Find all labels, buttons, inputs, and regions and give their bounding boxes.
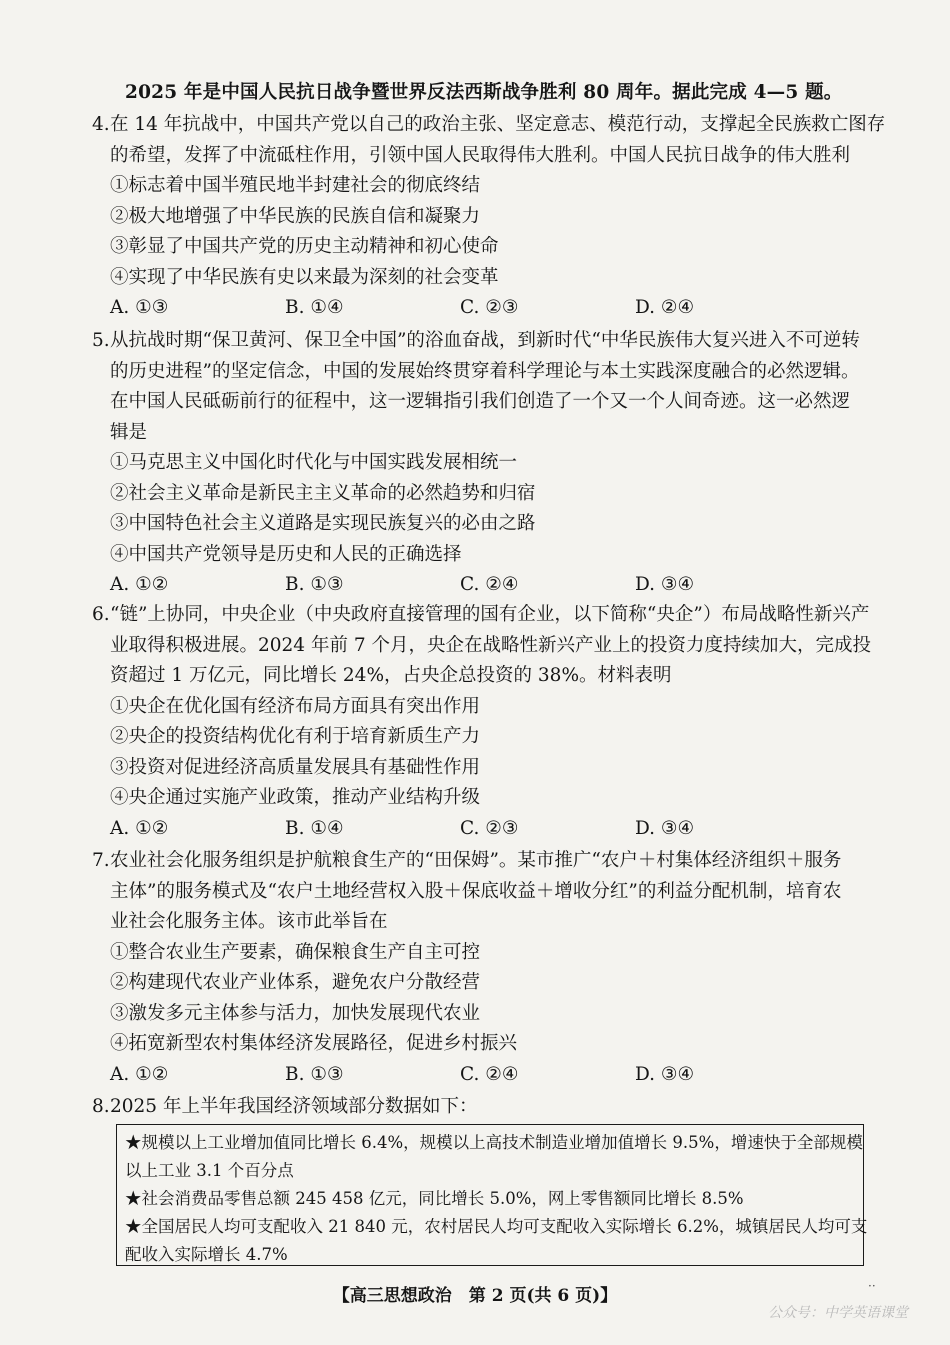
question-stem: 6.“链”上协同，中央企业（中央政府直接管理的国有企业，以下简称“央企”）布局战略性新兴产 业取得积极进展。2024 年前 7 个月，央企在战略性新兴产业上的投资力度持续加大，完成投 资超过 1 万亿元，同比增长 24%，占央企总投资的 38%。材料表明 — [92, 600, 892, 692]
choice-b: B. ①④ — [285, 297, 344, 318]
statement-option: ④中国共产党领导是历史和人民的正确选择 — [110, 543, 462, 565]
statement-option: ②央企的投资结构优化有利于培育新质生产力 — [110, 726, 481, 747]
choice-d: D. ③④ — [635, 817, 695, 839]
statement-option: ①马克思主义中国化时代化与中国实践发展相统一 — [110, 452, 518, 473]
question-8 — [92, 1092, 892, 1123]
scan-dots: ·· — [868, 1279, 876, 1293]
choice-b: B. ①③ — [285, 1063, 344, 1085]
statement-option: ③投资对促进经济高质量发展具有基础性作用 — [110, 756, 481, 778]
data-line: 配收入实际增长 4.7% — [125, 1245, 288, 1264]
question-stem: 8.2025 年上半年我国经济领域部分数据如下： — [92, 1092, 892, 1123]
statement-option: ③彰显了中国共产党的历史主动精神和初心使命 — [110, 236, 499, 257]
statement-option: ②构建现代农业产业体系，避免农户分散经营 — [110, 972, 481, 993]
watermark: 公众号：中学英语课堂 — [768, 1305, 908, 1321]
answer-choices — [92, 814, 892, 845]
choice-c: C. ②④ — [460, 1063, 519, 1085]
statement-option: ①央企在优化国有经济布局方面具有突出作用 — [110, 695, 481, 717]
choice-c: C. ②④ — [460, 574, 519, 595]
data-line: ★全国居民人均可支配收入 21 840 元，农村居民人均可支配收入实际增长 6.2%，城镇居民人均可支 — [125, 1217, 868, 1236]
choice-c: C. ②③ — [460, 817, 519, 839]
data-line: ★规模以上工业增加值同比增长 6.4%，规模以上高技术制造业增加值增长 9.5%，增速快于全部规模 — [125, 1133, 863, 1152]
choice-a: A. ①② — [110, 574, 169, 595]
choice-a: A. ①② — [110, 1063, 169, 1085]
statement-option: ③中国特色社会主义道路是实现民族复兴的必由之路 — [110, 513, 536, 534]
choice-d: D. ③④ — [635, 574, 695, 595]
question-number: 7. — [92, 850, 110, 871]
statement-option: ①标志着中国半殖民地半封建社会的彻底终结 — [110, 175, 481, 196]
question-number: 6. — [92, 604, 110, 625]
data-line: 以上工业 3.1 个百分点 — [125, 1161, 294, 1180]
question-stem: 7.农业社会化服务组织是护航粮食生产的“田保姆”。某市推广“农户＋村集体经济组织＋服务 主体”的服务模式及“农户土地经营权入股＋保底收益＋增收分红”的利益分配机制，培育农 业社会化服务主体。该市此举旨在 — [92, 846, 892, 938]
section-intro: 2025 年是中国人民抗日战争暨世界反法西斯战争胜利 80 周年。据此完成 4—5 题。 — [125, 82, 843, 103]
statement-option: ②极大地增强了中华民族的民族自信和凝聚力 — [110, 205, 481, 227]
answer-choices — [92, 570, 892, 601]
statement-option: ②社会主义革命是新民主主义革命的必然趋势和归宿 — [110, 482, 536, 504]
choice-a: A. ①② — [110, 817, 169, 839]
choice-b: B. ①④ — [285, 817, 344, 839]
statement-option: ①整合农业生产要素，确保粮食生产自主可控 — [110, 941, 481, 963]
choice-c: C. ②③ — [460, 297, 519, 318]
statement-option: ③激发多元主体参与活力，加快发展现代农业 — [110, 1002, 481, 1024]
statement-option: ④实现了中华民族有史以来最为深刻的社会变革 — [110, 266, 499, 288]
question-stem: 4.在 14 年抗战中，中国共产党以自己的政治主张、坚定意志、模范行动，支撑起全民族救亡图存 的希望，发挥了中流砥柱作用，引领中国人民取得伟大胜利。中国人民抗日战争的伟大胜利 — [92, 110, 892, 171]
question-5 — [92, 326, 892, 601]
answer-choices — [92, 293, 892, 324]
statement-option: ④拓宽新型农村集体经济发展路径，促进乡村振兴 — [110, 1033, 518, 1054]
data-line: ★社会消费品零售总额 245 458 亿元，同比增长 5.0%，网上零售额同比增长 8.5% — [125, 1189, 744, 1208]
question-number: 8. — [92, 1096, 110, 1117]
question-4 — [92, 110, 892, 324]
page-footer: 【高三思想政治 第 2 页(共 6 页)】 — [332, 1286, 618, 1306]
choice-b: B. ①③ — [285, 574, 344, 595]
answer-choices — [92, 1060, 892, 1091]
question-7 — [92, 846, 892, 1090]
data-box — [116, 1124, 868, 1266]
statement-option: ④央企通过实施产业政策，推动产业结构升级 — [110, 787, 481, 808]
choice-d: D. ③④ — [635, 1063, 695, 1085]
question-6 — [92, 600, 892, 844]
question-number: 5. — [92, 330, 110, 351]
choice-d: D. ②④ — [635, 297, 695, 318]
question-stem: 5.从抗战时期“保卫黄河、保卫全中国”的浴血奋战，到新时代“中华民族伟大复兴进入不可逆转 的历史进程”的坚定信念，中国的发展始终贯穿着科学理论与本土实践深度融合的必然逻辑。 在中国人民砥砺前行的征程中，这一逻辑指引我们创造了一个又一个人间奇迹。这一必然逻 辑是 — [92, 326, 892, 448]
choice-a: A. ①③ — [110, 297, 169, 318]
question-number: 4. — [92, 114, 110, 135]
